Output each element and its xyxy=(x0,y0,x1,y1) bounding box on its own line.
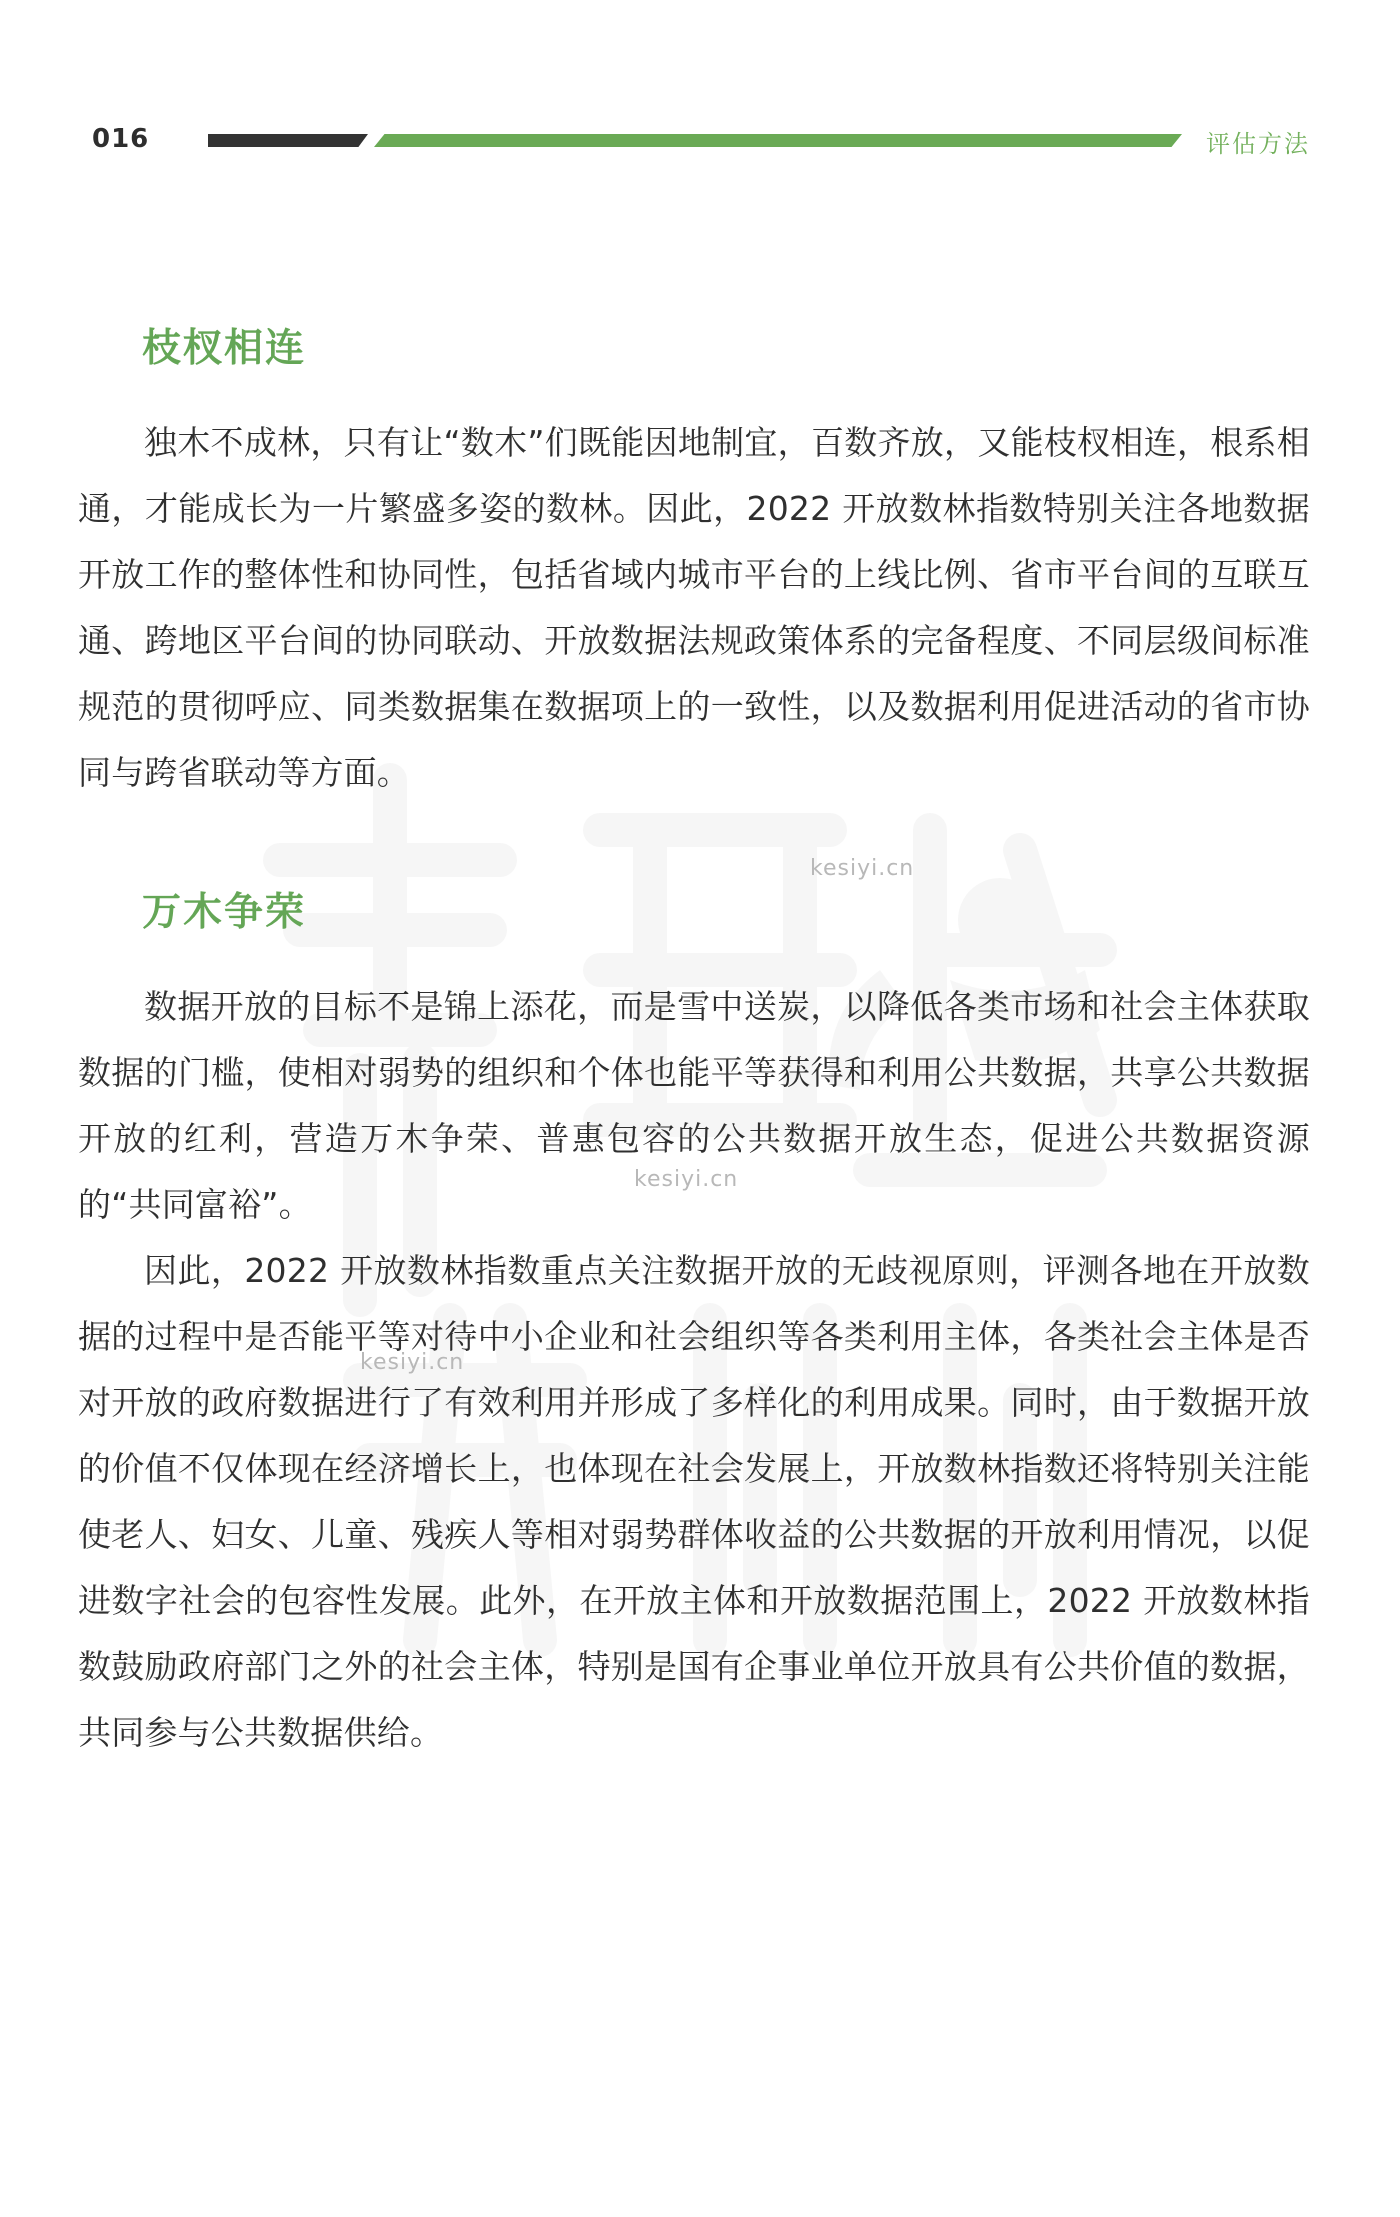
section-heading: 万木争荣 xyxy=(142,890,307,935)
section-heading: 枝杈相连 xyxy=(142,326,307,371)
page-number: 016 xyxy=(92,124,150,154)
body-paragraph: 独木不成林，只有让“数木”们既能因地制宜，百数齐放，又能枝杈相连，根系相通，才能成长为一片繁盛多姿的数林。因此，2022 开放数林指数特别关注各地数据开放工作的整体性和协同性，包括省域内城市平台的上线比例、省市平台间的互联互通、跨地区平台间的协同联动、开放数据法规政策体系的完备程度、不同层级间标准规范的贯彻呼应、同类数据集在数据项上的一致性，以及数据利用促进活动的省市协同与跨省联动等方面。 xyxy=(78,423,1310,792)
watermark-text: kesiyi.cn xyxy=(634,1167,739,1192)
watermark-text: kesiyi.cn xyxy=(810,856,915,881)
header-rule-dark xyxy=(208,134,368,147)
running-header-section-title: 评估方法 xyxy=(1206,130,1310,158)
body-paragraph: 因此，2022 开放数林指数重点关注数据开放的无歧视原则，评测各地在开放数据的过程中是否能平等对待中小企业和社会组织等各类利用主体，各类社会主体是否对开放的政府数据进行了有效利用并形成了多样化的利用成果。同时，由于数据开放的价值不仅体现在经济增长上，也体现在社会发展上，开放数林指数还将特别关注能使老人、妇女、儿童、残疾人等相对弱势群体收益的公共数据的开放利用情况，以促进数字社会的包容性发展。此外，在开放主体和开放数据范围上，2022 开放数林指数鼓励政府部门之外的社会主体，特别是国有企事业单位开放具有公共价值的数据，共同参与公共数据供给。 xyxy=(78,1251,1310,1752)
header-rule-green xyxy=(374,134,1182,147)
body-paragraph: 数据开放的目标不是锦上添花，而是雪中送炭，以降低各类市场和社会主体获取数据的门槛，使相对弱势的组织和个体也能平等获得和利用公共数据，共享公共数据开放的红利，营造万木争荣、普惠包容的公共数据开放生态，促进公共数据资源的“共同富裕”。 xyxy=(78,987,1310,1224)
watermark-text: kesiyi.cn xyxy=(360,1350,465,1375)
